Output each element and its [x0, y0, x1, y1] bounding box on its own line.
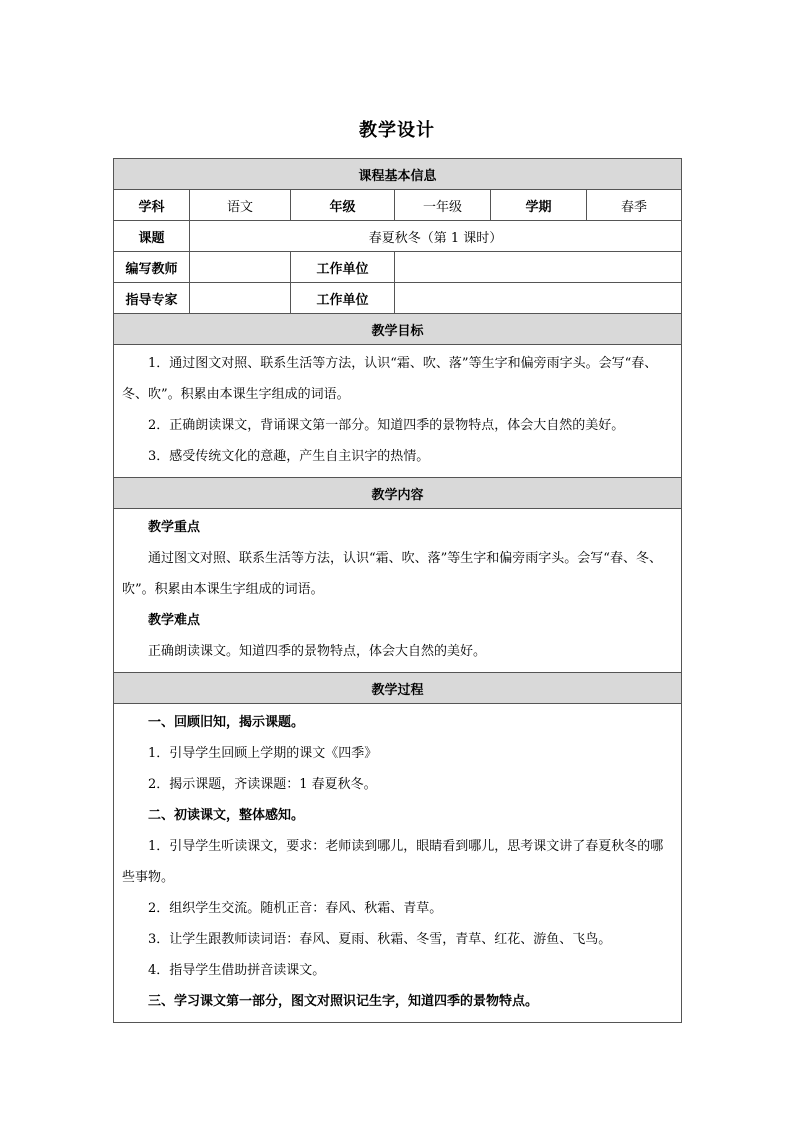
goals-row [114, 345, 682, 478]
expert-unit-value [395, 283, 682, 314]
grade-value: 一年级 [395, 190, 491, 221]
step-title: 一、回顾旧知，揭示课题。 [148, 715, 305, 730]
step-title: 三、学习课文第一部分，图文对照识记生字，知道四季的景物特点。 [148, 994, 539, 1009]
difficulty-text: 正确朗读课文。知道四季的景物特点，体会大自然的美好。 [148, 644, 487, 659]
step-item: 2．组织学生交流。随机正音：春风、秋霜、青草。 [148, 901, 443, 916]
goals-header: 教学目标 [114, 314, 682, 345]
expert-unit-label: 工作单位 [291, 283, 395, 314]
step-item: 3．让学生跟教师读词语：春风、夏雨、秋霜、冬雪，青草、红花、游鱼、飞鸟。 [148, 932, 612, 947]
goal-item: 3．感受传统文化的意趣，产生自主识字的热情。 [148, 449, 430, 464]
section-header-content [114, 478, 682, 509]
term-value: 春季 [587, 190, 682, 221]
subject-label: 学科 [114, 190, 190, 221]
topic-value: 春夏秋冬（第 1 课时） [190, 221, 682, 252]
step-item: 1．引导学生回顾上学期的课文《四季》 [148, 746, 378, 761]
process-header: 教学过程 [114, 673, 682, 704]
row-teacher [114, 252, 682, 283]
teacher-value [190, 252, 291, 283]
goal-item: 2．正确朗读课文，背诵课文第一部分。知道四季的景物特点，体会大自然的美好。 [148, 418, 625, 433]
expert-label: 指导专家 [114, 283, 190, 314]
subject-value: 语文 [190, 190, 291, 221]
teacher-label: 编写教师 [114, 252, 190, 283]
topic-label: 课题 [114, 221, 190, 252]
process-row [114, 704, 682, 1023]
expert-value [190, 283, 291, 314]
section-header-goals [114, 314, 682, 345]
key-point-text: 通过图文对照、联系生活等方法，认识“霜、吹、落”等生字和偏旁雨字头。会写“春、冬、吹”。积累由本课生字组成的词语。 [122, 551, 662, 597]
goal-item: 1．通过图文对照、联系生活等方法，认识“霜、吹、落”等生字和偏旁雨字头。会写“春、冬、吹”。积累由本课生字组成的词语。 [122, 356, 658, 402]
basic-info-header: 课程基本信息 [114, 159, 682, 190]
step-title: 二、初读课文，整体感知。 [148, 808, 305, 823]
goals-cell [114, 345, 682, 478]
lesson-plan-table [113, 158, 682, 1023]
difficulty-label: 教学难点 [148, 613, 201, 628]
term-label: 学期 [491, 190, 587, 221]
section-header-process [114, 673, 682, 704]
step-item: 2．揭示课题，齐读课题：1 春夏秋冬。 [148, 777, 377, 792]
process-cell [114, 704, 682, 1023]
teacher-unit-value [395, 252, 682, 283]
row-topic [114, 221, 682, 252]
grade-label: 年级 [291, 190, 395, 221]
step-item: 4．指导学生借助拼音读课文。 [148, 963, 326, 978]
row-subject-grade-term [114, 190, 682, 221]
document-title: 教学设计 [359, 120, 435, 141]
content-row [114, 509, 682, 673]
step-item: 1．引导学生听读课文，要求：老师读到哪儿，眼睛看到哪儿，思考课文讲了春夏秋冬的哪些事物。 [122, 839, 664, 885]
row-expert [114, 283, 682, 314]
content-cell [114, 509, 682, 673]
teacher-unit-label: 工作单位 [291, 252, 395, 283]
key-point-label: 教学重点 [148, 520, 201, 535]
section-header-basic [114, 159, 682, 190]
content-header: 教学内容 [114, 478, 682, 509]
